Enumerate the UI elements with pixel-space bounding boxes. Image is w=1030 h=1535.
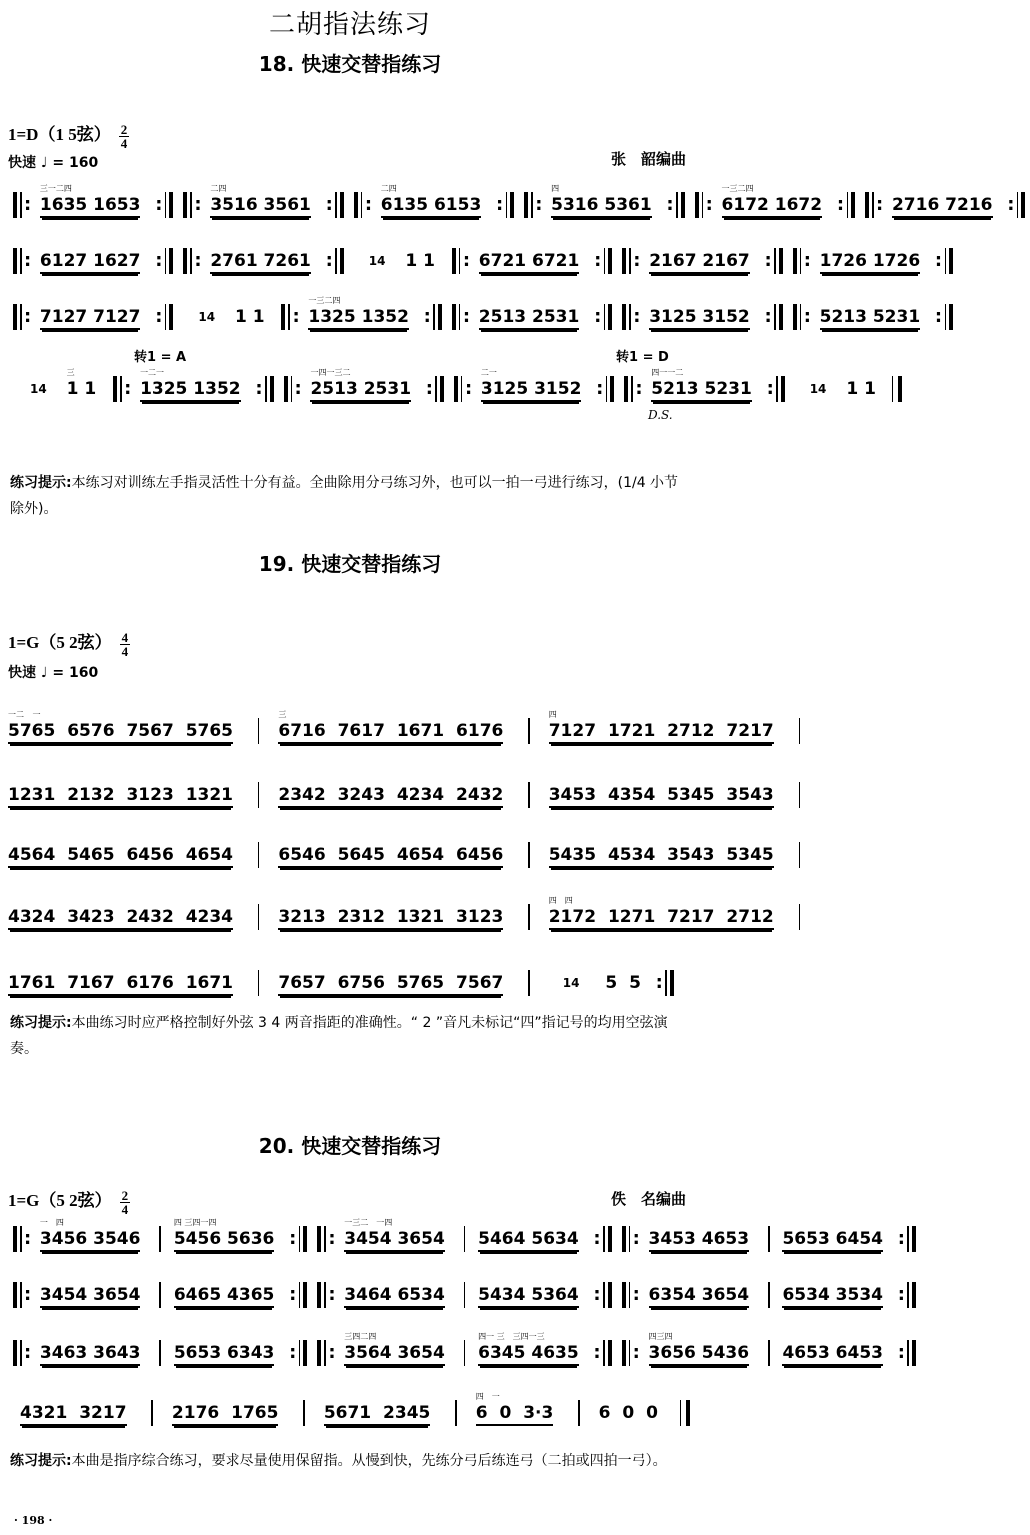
score-row: [8, 890, 774, 934]
score-row: [8, 828, 774, 872]
note-group: 2176 1765: [172, 1403, 279, 1426]
practice-hint-18: 练习提示:本练习对训练左手指灵活性十分有益。全曲除用分弓练习外，也可以一拍一弓进行练习，(1/4 小节除外)。: [10, 475, 679, 517]
tempo-18: 快速 ♩ = 160: [8, 155, 99, 171]
note-group: 2342 3243 4234 2432: [278, 785, 503, 808]
note-group: 4321 3217: [20, 1403, 127, 1426]
exercise-title-18: 18. 快速交替指练习: [258, 52, 442, 76]
key-signature-18: 1=D（1 5弦） $\frac{2}{4}$: [8, 121, 128, 151]
score-row: : 7127 7127 : 14 1 1 : 一三二四 1325 1352 :: 2513 2531 :: 3125 3152 :: 5213 5231 :: [8, 290, 692, 334]
note-group: 三 6716 7617 1671 6176: [278, 721, 503, 744]
note-group: 7127 7127: [40, 307, 141, 330]
note-group: 6546 5645 4654 6456: [278, 845, 503, 868]
note-group: 三 1 1: [66, 368, 97, 399]
note-group: 2513 2531: [479, 307, 580, 330]
note-group: 一二一 1325 1352: [140, 379, 241, 402]
score-row: [8, 1212, 884, 1256]
practice-hint-19: 练习提示:本曲练习时应严格控制好外弦 3 4 两音指距的准确性。“ 2 ”音凡未标记“四”指记号的均用空弦演奏。: [10, 1015, 668, 1057]
note-group: 1726 1726: [820, 251, 921, 274]
note-group: 一二 一 5765 6576 7567 5765: [8, 721, 233, 744]
note-group: 四 一 6 0 3·3: [476, 1403, 554, 1426]
note-group: 7657 6756 5765 7567: [278, 973, 503, 996]
note-group: 3454 3654: [40, 1285, 141, 1308]
score-row: 1761 7167 6176 1671 7657 6756 5765 7567 14 5 5 :: [8, 956, 692, 1000]
note-group: 一三二四 1325 1352: [308, 307, 409, 330]
note-group: 一 四 3456 3546: [40, 1229, 141, 1252]
note-group: 4653 6453: [782, 1343, 883, 1366]
time-signature-20: $\frac{2}{4}$: [121, 1187, 129, 1217]
note-group: 三四二四 3564 3654: [344, 1343, 445, 1366]
time-signature-19: $\frac{4}{4}$: [121, 629, 129, 659]
note-group: 一三二 一四 3454 3654: [344, 1229, 445, 1252]
note-group: 四 5316 5361: [551, 195, 652, 218]
note-group: 四一 三 三四一三 6345 4635: [478, 1343, 579, 1366]
key-signature-20: 1=G（5 2弦） $\frac{2}{4}$: [8, 1187, 129, 1217]
note-group: 3463 3643: [40, 1343, 141, 1366]
tempo-19: 快速 ♩ = 160: [8, 665, 99, 681]
note-group: 1 1: [405, 251, 435, 271]
composer-20: 佚 名编曲: [610, 1190, 686, 1208]
transpose-right: 转1 = D: [616, 350, 669, 365]
note-group: 6127 1627: [40, 251, 141, 274]
note-group: 1231 2132 3123 1321: [8, 785, 233, 808]
practice-hint-20: 练习提示:本曲是指序综合练习，要求尽量使用保留指。从慢到快，先练分弓后练连弓（二拍或四拍一弓）。: [10, 1453, 667, 1469]
score-row: [8, 1326, 884, 1370]
note-group: 6354 3654: [649, 1285, 750, 1308]
score-row: [8, 178, 993, 222]
note-group: 5434 5364: [478, 1285, 579, 1308]
exercise-title-19: 19. 快速交替指练习: [258, 552, 442, 576]
note-group: 5464 5634: [478, 1229, 579, 1252]
page-title: 二胡指法练习: [268, 10, 431, 40]
score-row: 14 三 1 1 : 一二一 1325 1352 :: 一四一三二 2513 2531 :: 二一 3125 3152 :: 四一一二 5213 5231 : 14 1 1: [8, 362, 692, 406]
note-group: 5671 2345: [324, 1403, 431, 1426]
note-group: 3453 4354 5345 3543: [549, 785, 774, 808]
note-group: 一四一三二 2513 2531: [310, 379, 411, 402]
note-group: 5435 4534 3543 5345: [549, 845, 774, 868]
note-group: 3213 2312 1321 3123: [278, 907, 503, 930]
note-group: 3125 3152: [649, 307, 750, 330]
note-group: 四一一二 5213 5231: [651, 379, 752, 402]
note-group: 3464 6534: [344, 1285, 445, 1308]
note-group: 5213 5231: [820, 307, 921, 330]
note-group: 1 1: [234, 307, 265, 327]
key-signature-19: 1=G（5 2弦） $\frac{4}{4}$: [8, 629, 129, 659]
note-group: 6721 6721: [479, 251, 580, 274]
note-group: 5653 6343: [174, 1343, 275, 1366]
note-group: 1 1: [846, 379, 876, 399]
note-group: 1761 7167 6176 1671: [8, 973, 233, 996]
note-group: 2167 2167: [649, 251, 750, 274]
note-group: 5653 6454: [782, 1229, 883, 1252]
composer-18: 张 韶编曲: [610, 150, 686, 168]
score-row: [8, 1268, 884, 1312]
note-group: 6 0 0: [598, 1403, 658, 1423]
note-group: 5 5: [605, 973, 641, 993]
score-row: : 6127 1627 :: 2761 7261 : 14 1 1 : 6721 6721 :: 2167 2167 :: 1726 1726 :: [8, 234, 692, 278]
note-group: 6534 3534: [782, 1285, 883, 1308]
note-group: 2716 7216: [892, 195, 993, 218]
note-group: 四 四 2172 1271 7217 2712: [549, 907, 774, 930]
note-group: 四 7127 1721 2712 7217: [549, 721, 774, 744]
note-group: 二四 3516 3561: [210, 195, 311, 218]
note-group: 2761 7261: [210, 251, 311, 274]
note-group: 二一 3125 3152: [481, 379, 582, 402]
note-group: 4564 5465 6456 4654: [8, 845, 233, 868]
note-group: 4324 3423 2432 4234: [8, 907, 233, 930]
note-group: 二四 6135 6153: [381, 195, 482, 218]
note-group: 四三四 3656 5436: [649, 1343, 750, 1366]
score-row: [8, 1386, 692, 1430]
page-number: · 198 ·: [14, 1514, 53, 1527]
ds-mark: D.S.: [648, 408, 673, 422]
note-group: 6465 4365: [174, 1285, 275, 1308]
transpose-left: 转1 = A: [134, 350, 187, 365]
note-group: 一三二四 6172 1672: [722, 195, 823, 218]
score-row: [8, 768, 774, 812]
exercise-title-20: 20. 快速交替指练习: [258, 1134, 442, 1158]
note-group: 四 三四一四 5456 5636: [174, 1229, 275, 1252]
score-row: [8, 704, 774, 748]
note-group: 三一二四 1635 1653: [40, 195, 141, 218]
time-signature-18: $\frac{2}{4}$: [120, 121, 128, 151]
note-group: 3453 4653: [649, 1229, 750, 1252]
